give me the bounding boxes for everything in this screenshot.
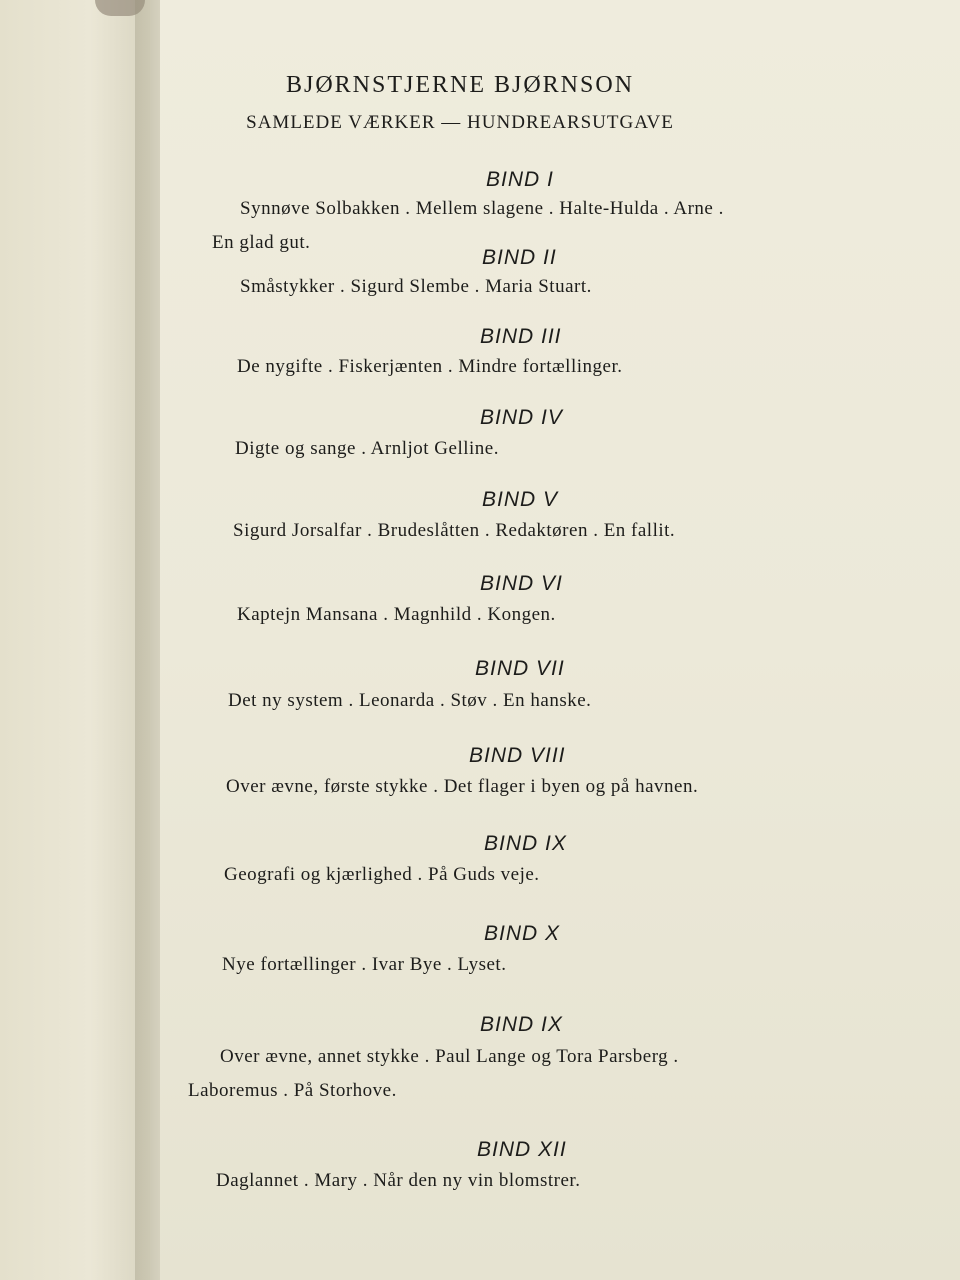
contents-line: Sigurd Jorsalfar . Brudeslåtten . Redaktøren . En fallit.	[233, 520, 676, 541]
volume-contents	[233, 514, 675, 548]
volume-label: BIND XII	[477, 1138, 567, 1161]
collection-subtitle: SAMLEDE VÆRKER — HUNDREARSUTGAVE	[246, 112, 674, 133]
contents-line: De nygifte . Fiskerjænten . Mindre fortællinger.	[237, 356, 623, 377]
volume-label: BIND IV	[480, 406, 563, 429]
contents-line: Det ny system . Leonarda . Støv . En hanske.	[228, 690, 592, 711]
volume-contents	[228, 684, 591, 718]
volume-label: BIND II	[482, 246, 557, 269]
contents-line: Laboremus . På Storhove.	[188, 1080, 397, 1101]
contents-line: En glad gut.	[212, 232, 311, 253]
volume-contents	[222, 948, 506, 982]
contents-line: Over ævne, første stykke . Det flager i byen og på havnen.	[226, 776, 699, 797]
volume-label: BIND VI	[480, 572, 563, 595]
author-heading: BJØRNSTJERNE BJØRNSON	[285, 72, 635, 98]
volume-label: BIND IX	[480, 1013, 563, 1036]
volume-contents	[188, 1040, 679, 1108]
volume-contents	[235, 432, 499, 466]
volume-contents	[226, 770, 698, 804]
volume-contents	[224, 858, 540, 892]
volume-contents	[237, 350, 622, 384]
volume-label: BIND VII	[475, 657, 565, 680]
volume-label: BIND III	[480, 325, 562, 348]
volume-label: BIND I	[486, 168, 554, 191]
contents-line: Nye fortællinger . Ivar Bye . Lyset.	[222, 954, 507, 975]
book-page	[160, 0, 960, 1280]
book-spine-page	[0, 0, 150, 1280]
volume-contents	[240, 270, 592, 304]
contents-line: Digte og sange . Arnljot Gelline.	[235, 438, 499, 459]
volume-contents	[216, 1164, 580, 1198]
contents-line: Småstykker . Sigurd Slembe . Maria Stuart.	[240, 276, 592, 297]
contents-line: Synnøve Solbakken . Mellem slagene . Halte-Hulda . Arne .	[240, 198, 724, 219]
contents-line: Daglannet . Mary . Når den ny vin blomstrer.	[216, 1170, 581, 1191]
contents-line: Over ævne, annet stykke . Paul Lange og Tora Parsberg .	[220, 1046, 679, 1067]
volume-label: BIND IX	[484, 832, 567, 855]
contents-line: Geografi og kjærlighed . På Guds veje.	[224, 864, 540, 885]
volume-label: BIND VIII	[469, 744, 566, 767]
contents-line: Kaptejn Mansana . Magnhild . Kongen.	[237, 604, 556, 625]
volume-label: BIND X	[484, 922, 561, 945]
volume-label: BIND V	[482, 488, 559, 511]
volume-contents	[237, 598, 556, 632]
